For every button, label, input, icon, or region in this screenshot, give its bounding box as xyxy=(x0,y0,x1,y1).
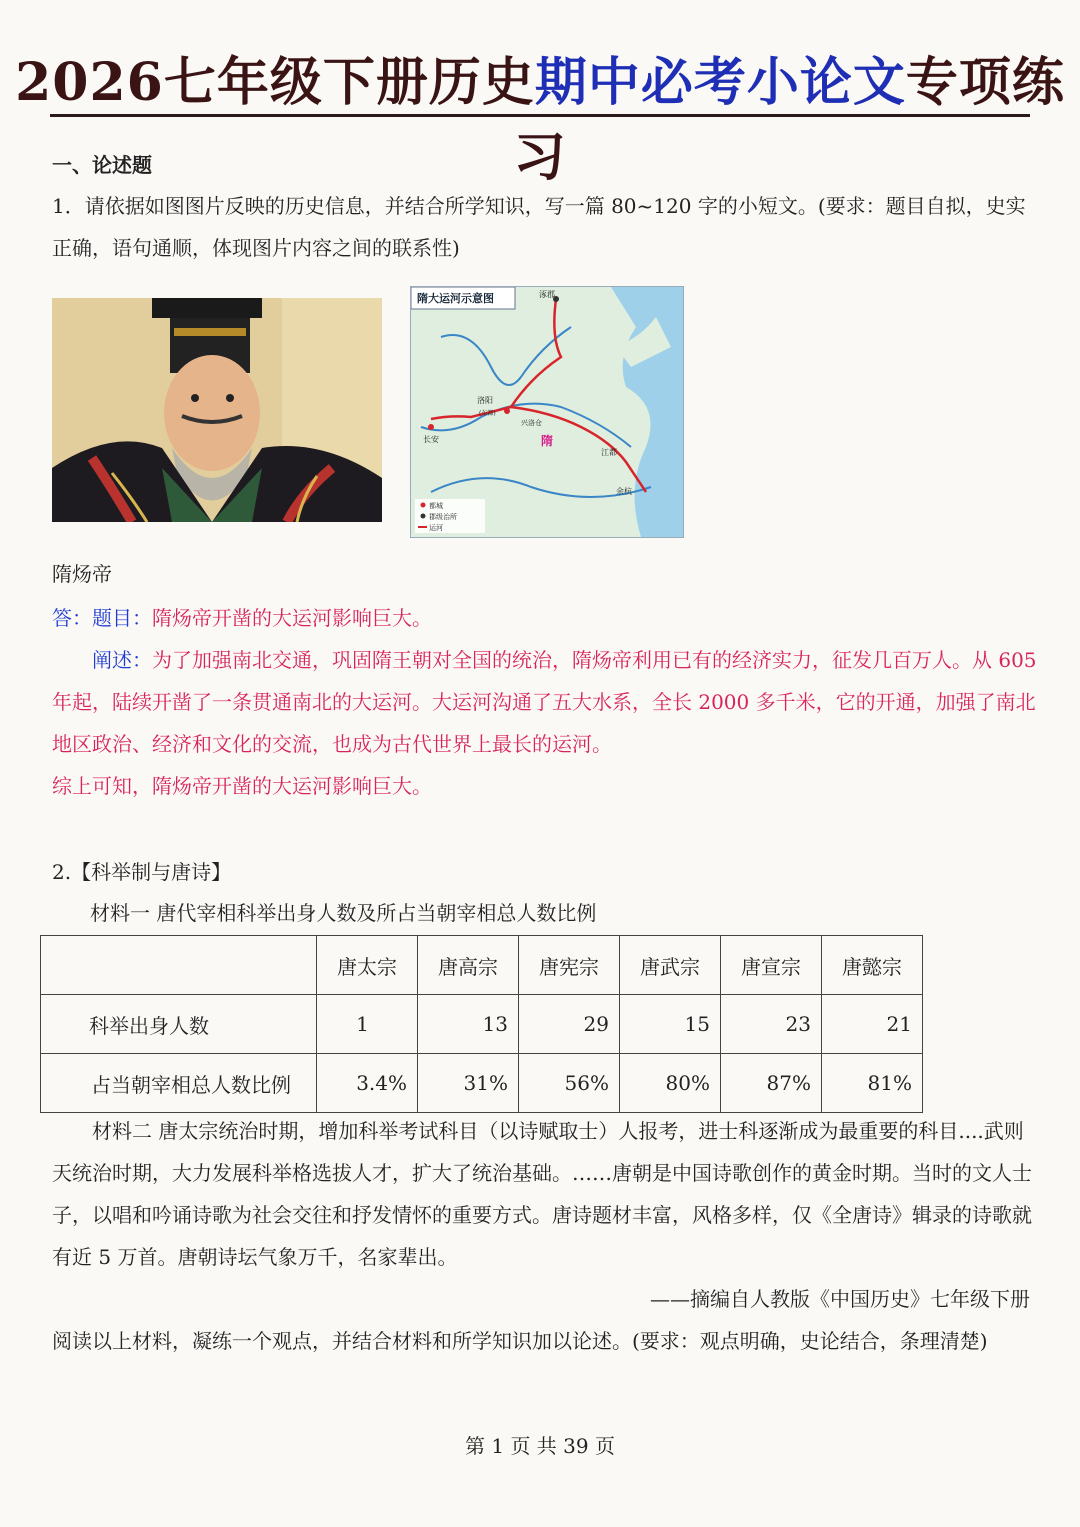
table-corner xyxy=(41,936,317,995)
title-prefix: 2026七年级下册历史 xyxy=(15,52,535,113)
image-caption: 隋炀帝 xyxy=(52,562,112,586)
section-heading: 一、论述题 xyxy=(52,153,152,177)
grand-canal-map xyxy=(410,286,684,538)
table-cell: 21 xyxy=(822,995,923,1054)
answer-label: 答： xyxy=(52,606,92,630)
table-header: 唐宪宗 xyxy=(519,936,620,995)
material-1-caption: 材料一 唐代宰相科举出身人数及所占当朝宰相总人数比例 xyxy=(90,901,597,925)
material-2-text: 材料二 唐太宗统治时期，增加科举考试科目（以诗赋取士）人报考，进士科逐渐成为最重要的科目....武则天统治时期，大力发展科举格选拔人才，扩大了统治基础。……唐朝是中国诗歌创作的黄金时期。当时的文人士子，以唱和吟诵诗歌为社会交往和抒发情怀的重要方式。唐诗题材丰富，风格多样，仅《全唐诗》辑录的诗歌就有近 5 万首。唐朝诗坛气象万千，名家辈出。 xyxy=(52,1119,1032,1269)
svg-text:都城: 都城 xyxy=(429,502,443,510)
svg-text:隋: 隋 xyxy=(541,434,554,448)
table-cell: 1 xyxy=(317,995,418,1054)
table-header: 唐太宗 xyxy=(317,936,418,995)
svg-text:兴洛仓: 兴洛仓 xyxy=(521,419,542,427)
table-row xyxy=(41,995,923,1054)
row-label: 占当朝宰相总人数比例 xyxy=(41,1054,317,1113)
svg-text:江都: 江都 xyxy=(601,448,617,457)
table-cell: 23 xyxy=(721,995,822,1054)
question-2-heading: 2.【科举制与唐诗】 xyxy=(52,860,232,884)
table-cell: 13 xyxy=(418,995,519,1054)
table-header: 唐宣宗 xyxy=(721,936,822,995)
table-cell: 80% xyxy=(620,1054,721,1113)
table-header-row xyxy=(41,936,923,995)
svg-text:余杭: 余杭 xyxy=(616,487,632,496)
title-rule xyxy=(50,114,1030,117)
svg-text:洛阳: 洛阳 xyxy=(477,396,493,405)
svg-text:郡级治所: 郡级治所 xyxy=(429,513,457,521)
svg-text:(东都): (东都) xyxy=(479,410,496,417)
answer-topic-line xyxy=(52,597,1042,639)
row-label: 科举出身人数 xyxy=(41,995,317,1054)
emperor-portrait-image xyxy=(52,298,382,522)
answer-conclusion: 综上可知，隋炀帝开凿的大运河影响巨大。 xyxy=(52,774,432,798)
table-cell: 56% xyxy=(519,1054,620,1113)
title-suffix: 专项练习 xyxy=(513,52,1065,188)
table-cell: 29 xyxy=(519,995,620,1054)
svg-text:运河: 运河 xyxy=(429,524,443,532)
answer-topic: 隋炀帝开凿的大运河影响巨大。 xyxy=(152,606,432,630)
question-2-task: 阅读以上材料，凝练一个观点，并结合材料和所学知识加以论述。(要求：观点明确，史论结合，条理清楚) xyxy=(52,1329,988,1353)
table-cell: 87% xyxy=(721,1054,822,1113)
svg-text:涿郡: 涿郡 xyxy=(539,290,555,299)
svg-text:长安: 长安 xyxy=(423,435,439,444)
page-footer: 第 1 页 共 39 页 xyxy=(465,1434,615,1458)
answer-body xyxy=(52,639,1042,765)
question-1-prompt: 1．请依据如图图片反映的历史信息，并结合所学知识，写一篇 80~120 字的小短文。(要求：题目自拟，史实正确，语句通顺，体现图片内容之间的联系性) xyxy=(52,194,1026,260)
map-title: 隋大运河示意图 xyxy=(417,292,494,305)
table-cell: 31% xyxy=(418,1054,519,1113)
answer-block xyxy=(52,597,1042,807)
table-header: 唐武宗 xyxy=(620,936,721,995)
body-label: 阐述： xyxy=(92,648,152,672)
table-cell: 81% xyxy=(822,1054,923,1113)
table-row xyxy=(41,1054,923,1113)
title-highlight: 期中必考小论文 xyxy=(534,52,906,113)
table-header: 唐懿宗 xyxy=(822,936,923,995)
source-citation: ——摘编自人教版《中国历史》七年级下册 xyxy=(650,1287,1030,1311)
answer-body-text: 为了加强南北交通，巩固隋王朝对全国的统治，隋炀帝利用已有的经济实力，征发几百万人。从 605 年起，陆续开凿了一条贯通南北的大运河。大运河沟通了五大水系，全长 2000 多千米，它的开通，加强了南北地区政治、经济和文化的交流，也成为古代世界上最长的运河。 xyxy=(52,648,1037,756)
table-cell: 3.4% xyxy=(317,1054,418,1113)
table-header: 唐高宗 xyxy=(418,936,519,995)
topic-label: 题目： xyxy=(92,606,152,630)
table-cell: 15 xyxy=(620,995,721,1054)
chancellor-table xyxy=(40,935,923,1113)
